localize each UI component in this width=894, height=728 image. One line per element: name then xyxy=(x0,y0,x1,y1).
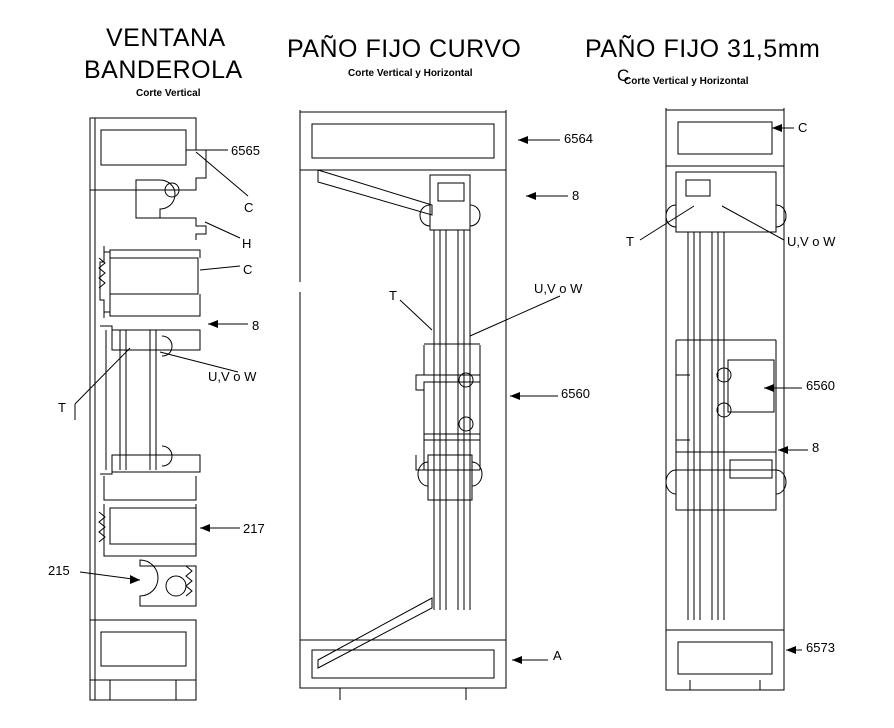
panel3-section xyxy=(640,108,808,690)
panel3-subtitle-dropcap: C xyxy=(617,66,630,85)
panel1-subtitle: Corte Vertical xyxy=(136,88,201,99)
p2-callout-uvw: U,V o W xyxy=(534,281,583,296)
panel2-subtitle: Corte Vertical y Horizontal xyxy=(348,68,473,79)
panel1-title-line1: VENTANA xyxy=(106,24,226,52)
p1-callout-215: 215 xyxy=(48,563,70,578)
panel1-title-line2: BANDEROLA xyxy=(84,56,243,84)
p1-callout-c-top: C xyxy=(244,200,254,215)
p3-callout-uvw: U,V o W xyxy=(787,234,836,249)
p1-callout-217: 217 xyxy=(243,521,265,536)
p3-callout-6560: 6560 xyxy=(806,378,835,393)
panel2-title-line1: PAÑO FIJO CURVO xyxy=(287,35,522,63)
panel3-subtitle: Corte Vertical y Horizontal xyxy=(624,76,749,87)
panel1-section xyxy=(75,118,248,700)
p2-callout-6564: 6564 xyxy=(564,131,593,146)
p1-callout-h: H xyxy=(242,236,252,251)
p2-callout-a: A xyxy=(553,648,562,663)
p1-callout-uvw: U,V o W xyxy=(208,369,257,384)
p1-callout-t: T xyxy=(58,400,66,415)
p3-callout-8: 8 xyxy=(812,440,820,455)
p3-callout-6573: 6573 xyxy=(806,640,835,655)
p1-callout-c-mid: C xyxy=(243,262,253,277)
p1-callout-6565: 6565 xyxy=(231,143,260,158)
panel2-section xyxy=(300,110,568,700)
p2-callout-8: 8 xyxy=(572,188,580,203)
panel3-title-line1: PAÑO FIJO 31,5mm xyxy=(585,35,821,63)
p1-callout-8: 8 xyxy=(252,318,260,333)
p3-callout-t: T xyxy=(626,234,634,249)
p2-callout-6560: 6560 xyxy=(561,386,590,401)
p3-callout-c: C xyxy=(798,120,808,135)
p2-callout-t: T xyxy=(389,288,397,303)
